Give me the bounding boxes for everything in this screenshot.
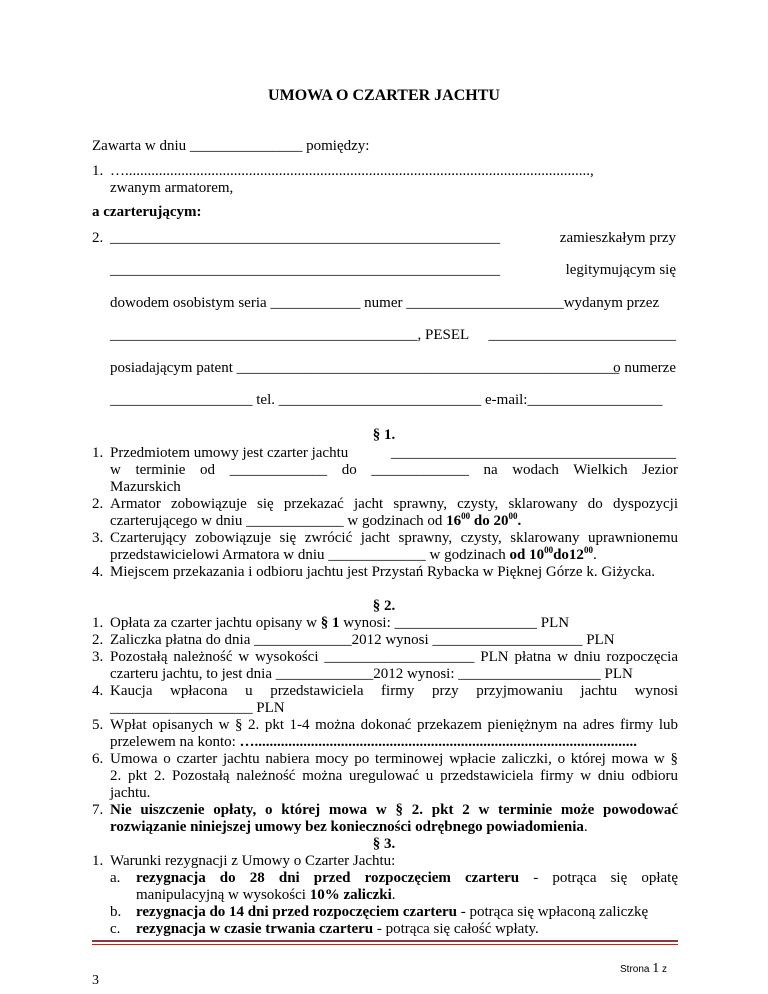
s2-item6-text: Umowa o czarter jachtu nabiera mocy po terminowej wpłacie zaliczki, o której mowa w §: [110, 751, 678, 767]
party2-patent-line: posiadającym patent ___________________________________________________: [110, 360, 620, 376]
footer-page-total: 3: [92, 973, 99, 988]
s3-item1-text: Warunki rezygnacji z Umowy o Czarter Jachtu:: [110, 853, 396, 869]
s2-item4-number: 4.: [92, 683, 104, 699]
party2-id-label: legitymującym się: [565, 262, 676, 278]
party1-role: zwanym armatorem,: [110, 180, 234, 196]
s1-item2-text: Armator zobowiązuje się przekazać jacht sprawny, czysty, sklarowany do dyspozycji: [110, 496, 678, 512]
s2-item3-text2: czarteru jachtu, to jest dnia _____________2012 wynosi: ___________________ PLN: [110, 666, 633, 682]
s2-item4-text2: ___________________ PLN: [110, 700, 285, 716]
footer-page-label: Strona 1 z: [620, 961, 668, 976]
party2-issuer-line: _________________________________________, PESEL: [110, 327, 470, 343]
party2-address-label: zamieszkałym przy: [559, 230, 676, 246]
s2-item1-number: 1.: [92, 615, 104, 631]
s1-item2-time: czarterującego w dniu _____________ w godzinach od $16^{00}$ do $20^{00}$.: [110, 511, 522, 529]
s2-item6-text3: jachtu.: [110, 785, 151, 801]
s1-item4-number: 4.: [92, 564, 104, 580]
party2-address-blank: ____________________________________________________: [110, 262, 500, 278]
s2-item5-text: Wpłat opisanych w § 2. pkt 1-4 można dokonać przekazem pieniężnym na adres firmy lub: [110, 717, 678, 733]
a-czarterujacym-label: a czarterującym:: [92, 204, 202, 220]
s1-item4-text: Miejscem przekazania i odbioru jachtu jest Przystań Rybacka w Pięknej Górze k. Giżycka.: [110, 564, 656, 580]
section1-heading: § 1.: [372, 427, 396, 443]
section2-heading: § 2.: [372, 598, 396, 614]
s3-item1-number: 1.: [92, 853, 104, 869]
s1-item2-number: 2.: [92, 496, 104, 512]
s2-item3-number: 3.: [92, 649, 104, 665]
s2-item6-text2: 2. pkt 2. Pozostałą należność można uregulować u przedstawiciela firmy w dniu odbioru: [110, 768, 678, 784]
party2-number: 2.: [92, 230, 104, 246]
document-title: UMOWA O CZARTER JACHTU: [268, 87, 500, 104]
s2-item7-text: Nie uiszczenie opłaty, o której mowa w § 2. pkt 2 w terminie może powodować: [110, 802, 678, 818]
party2-pesel-blank: _________________________: [488, 327, 676, 343]
s2-item5-account: przelewem na konto: …......................................................................................................: [110, 734, 638, 750]
s3-a-text2: manipulacyjną w wysokości 10% zaliczki.: [136, 887, 396, 903]
party2-patent-number-label: o numerze: [613, 360, 676, 376]
s1-item1-blank: ______________________________________: [391, 445, 676, 461]
footer-rule-thick: [92, 940, 678, 942]
s2-item7-number: 7.: [92, 802, 104, 818]
s3-a-text: rezygnacja do 28 dni przed rozpoczęciem czarteru - potrąca się opłatę: [136, 870, 678, 886]
s2-item1-text: Opłata za czarter jachtu opisany w § 1 wynosi: ___________________ PLN: [110, 615, 570, 631]
s1-item1-number: 1.: [92, 445, 104, 461]
s2-item4-text: Kaucja wpłacona u przedstawiciela firmy przy przyjmowaniu jachtu wynosi: [110, 683, 678, 699]
s1-item1-term: w terminie od _____________ do _____________ na wodach Wielkich Jezior: [110, 462, 678, 478]
s3-b-letter: b.: [110, 904, 122, 920]
s1-item1-text: Przedmiotem umowy jest czarter jachtu: [110, 445, 349, 461]
s3-a-letter: a.: [110, 870, 121, 886]
party1-dots: …............................................................................................................................,: [110, 163, 594, 179]
s1-item3-time: przedstawicielowi Armatora w dniu _____________ w godzinach od $10^{00}do12^{00}$.: [110, 545, 597, 563]
party2-name-blank: ____________________________________________________: [110, 230, 500, 246]
s2-item2-number: 2.: [92, 632, 104, 648]
party2-id-line: dowodem osobistym seria ____________ numer _____________________wydanym przez: [110, 295, 660, 311]
s1-item3-number: 3.: [92, 530, 104, 546]
party2-contact-line: ___________________ tel. ___________________________ e-mail:__________________: [110, 392, 663, 408]
party1-number: 1.: [92, 163, 104, 179]
s2-item7-text2: rozwiązanie niniejszej umowy bez konieczności odrębnego powiadomienia.: [110, 819, 588, 835]
s2-item2-text: Zaliczka płatna do dnia _____________2012 wynosi ____________________ PLN: [110, 632, 615, 648]
section3-heading: § 3.: [372, 836, 396, 852]
s3-c-text: rezygnacja w czasie trwania czarteru - potrąca się całość wpłaty.: [136, 921, 539, 937]
s1-item1-place: Mazurskich: [110, 479, 181, 495]
s3-c-letter: c.: [110, 921, 121, 937]
s1-item3-text: Czarterujący zobowiązuje się zwrócić jacht sprawny, czysty, sklarowany uprawnionemu: [110, 530, 678, 546]
intro-line: Zawarta w dniu _______________ pomiędzy:: [92, 138, 370, 154]
s2-item6-number: 6.: [92, 751, 104, 767]
s3-b-text: rezygnacja do 14 dni przed rozpoczęciem czarteru - potrąca się wpłaconą zaliczkę: [136, 904, 649, 920]
s2-item5-number: 5.: [92, 717, 104, 733]
s2-item3-text: Pozostałą należność w wysokości ____________________ PLN płatna w dniu rozpoczęcia: [110, 649, 678, 665]
footer-rule-thin: [92, 944, 678, 945]
